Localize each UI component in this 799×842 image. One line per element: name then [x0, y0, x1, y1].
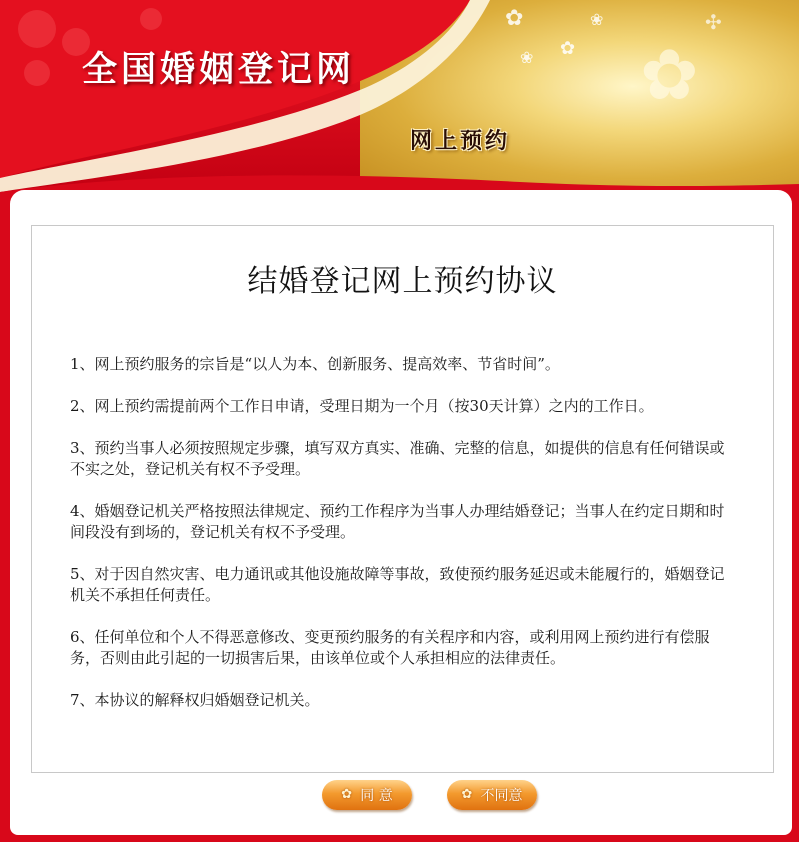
flower-icon: ✿ — [341, 787, 353, 802]
clause-3: 3、预约当事人必须按照规定步骤，填写双方真实、准确、完整的信息，如提供的信息有任何错误或不实之处，登记机关有权不予受理。 — [70, 439, 725, 478]
agreement-panel — [31, 225, 774, 773]
flower-icon: ✿ — [505, 6, 524, 31]
flower-icon: ✿ — [560, 38, 576, 59]
disagree-button-label: 不同意 — [480, 788, 523, 804]
decorative-dot — [18, 10, 56, 48]
agree-button[interactable] — [322, 780, 412, 810]
flower-icon: ✿ — [461, 787, 473, 802]
clause-5: 5、对于因自然灾害、电力通讯或其他设施故障等事故，致使预约服务延迟或未能履行的，婚姻登记机关不承担任何责任。 — [70, 565, 725, 604]
decorative-dot — [140, 8, 162, 30]
clause-4: 4、婚姻登记机关严格按照法律规定、预约工作程序为当事人办理结婚登记；当事人在约定日期和时间段没有到场的，登记机关有权不予受理。 — [70, 502, 725, 541]
flower-icon: ❀ — [520, 48, 534, 67]
peony-icon: ✿ — [640, 34, 699, 116]
main-content — [10, 190, 792, 835]
agree-button-label: 同 意 — [360, 788, 393, 804]
clause-1: 1、网上预约服务的宗旨是“以人为本、创新服务、提高效率、节省时间”。 — [70, 355, 560, 373]
clause-7: 7、本协议的解释权归婚姻登记机关。 — [70, 691, 320, 709]
action-buttons — [10, 780, 792, 814]
disagree-button[interactable] — [447, 780, 537, 810]
clause-6: 6、任何单位和个人不得恶意修改、变更预约服务的有关程序和内容，或利用网上预约进行有偿服务，否则由此引起的一切损害后果，由该单位或个人承担相应的法律责任。 — [70, 628, 710, 667]
flower-icon: ❀ — [590, 10, 604, 29]
decorative-dot — [24, 60, 50, 86]
section-title: 网上预约 — [410, 129, 511, 154]
agreement-clauses — [70, 354, 735, 732]
dragonfly-icon: ✣ — [705, 10, 722, 34]
site-title: 全国婚姻登记网 — [82, 50, 356, 90]
agreement-title: 结婚登记网上预约协议 — [247, 264, 558, 299]
header-banner — [0, 0, 799, 192]
clause-2: 2、网上预约需提前两个工作日申请，受理日期为一个月（按30天计算）之内的工作日。 — [70, 397, 654, 415]
